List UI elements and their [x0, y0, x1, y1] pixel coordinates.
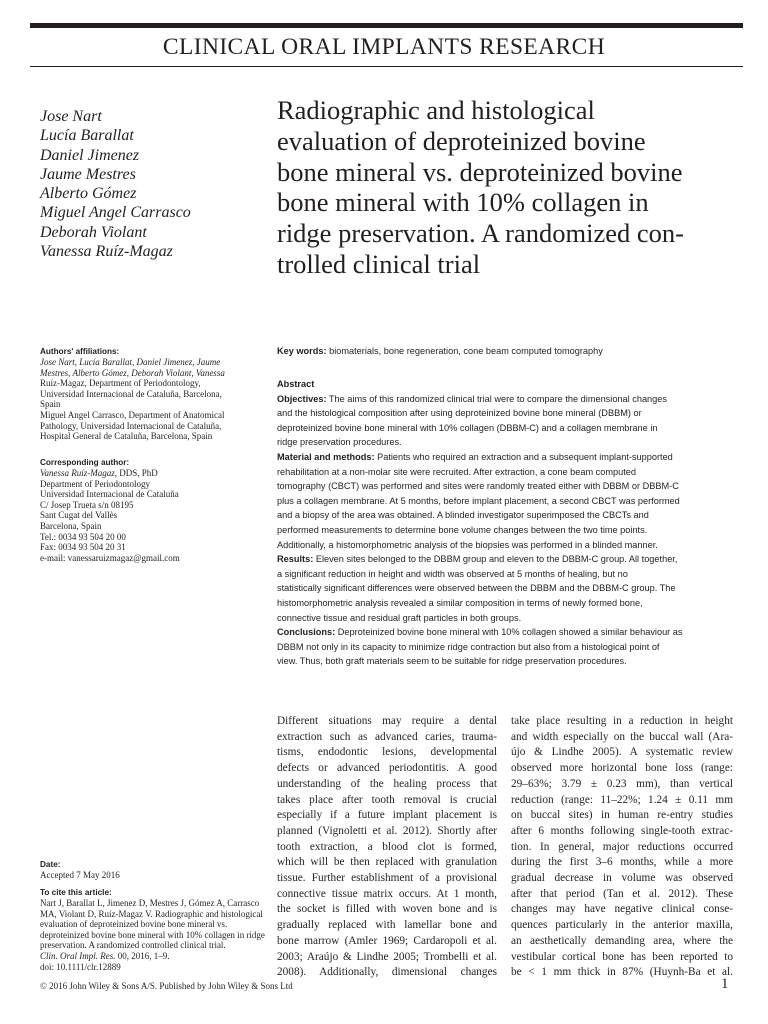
body-line: gradually replaced with lamellar bone and: [277, 919, 497, 932]
email-line[interactable]: e-mail: vanessaruizmagaz@gmail.com: [40, 552, 180, 563]
abstract-line: rehabilitation at a non-molar site were recruited. After extraction, a cone beam computed: [277, 466, 637, 477]
body-line: bone marrow (Amler 1969; Cardaropoli et al.: [277, 934, 497, 947]
author-name: Daniel Jimenez: [40, 146, 140, 164]
title-line: trolled clinical trial: [277, 248, 481, 279]
body-line: extraction such as advanced caries, trauma-: [277, 730, 497, 743]
body-line: on buccal sites) in human re-entry studies: [511, 809, 733, 822]
results-label: Results:: [277, 554, 314, 565]
keywords-line: [277, 346, 603, 356]
keywords-label: Key words:: [277, 346, 327, 356]
abstract-heading: Abstract: [277, 379, 315, 389]
citation-block: [40, 888, 265, 972]
fax-line: Fax: 0034 93 504 20 31: [40, 542, 126, 553]
citation-line: evaluation of deproteinized bovine bone mineral vs.: [40, 919, 228, 930]
abstract-line: plus a collagen membrane. At 5 months, before implant placement, a second CBCT was performed: [277, 495, 680, 506]
objectives-label: Objectives:: [277, 393, 327, 404]
abstract-line: and a biopsy of the area was obtained. A blinded investigator superimposed the CBCTs and: [277, 510, 649, 521]
abstract-line: ridge preservation procedures.: [277, 437, 402, 448]
address-line: Barcelona, Spain: [40, 520, 102, 531]
affiliation-line: Ruíz-Magaz, Department of Periodontology,: [40, 378, 201, 389]
abstract-line: tomography (CBCT) was performed and sites were randomly treated either with DBBM or DBBM-C: [277, 481, 679, 492]
author-name: Jose Nart: [40, 108, 102, 125]
body-line: take place resulting in a reduction in height: [511, 715, 733, 727]
citation-details: 00, 2016, 1–9.: [115, 950, 170, 961]
title-line: Radiographic and histological: [277, 95, 595, 125]
author-name: Miguel Angel Carrasco: [40, 204, 191, 222]
abstract-line: histomorphometric analysis revealed a similar composition in terms of newly formed bone,: [277, 597, 643, 608]
corresponding-heading: Corresponding author:: [40, 458, 130, 467]
keywords-text: biomaterials, bone regeneration, cone beam computed tomography: [329, 346, 603, 356]
abstract-text: Deproteinized bovine bone mineral with 10% collagen showed a similar behaviour as: [337, 627, 683, 638]
affiliation-line: Hospital General de Cataluña, Barcelona, Spain: [40, 431, 213, 442]
title-line: ridge preservation. A randomized con-: [277, 218, 684, 249]
author-name: Alberto Gómez: [40, 185, 137, 203]
page-number: 1: [721, 976, 729, 992]
citation-journal: Clin. Oral Impl. Res.: [40, 950, 116, 961]
abstract-line: a significant reduction in height and width was observed at 5 months of healing, but no: [277, 568, 628, 579]
affiliations-heading: Authors' affiliations:: [40, 347, 120, 356]
abstract-line: and the histological composition after using deproteinized bovine bone mineral (DBBM) or: [277, 408, 642, 419]
abstract-text: Patients who required an extraction and a subsequent implant-supported: [377, 451, 673, 462]
phone-line: Tel.: 0034 93 504 20 00: [40, 531, 126, 542]
doi-line[interactable]: doi: 10.1111/clr.12889: [40, 961, 121, 972]
citation-line: MA, Violant D, Ruíz-Magaz V. Radiographic and histological: [40, 908, 263, 919]
affiliation-line: Spain: [40, 399, 61, 410]
date-block: [40, 860, 265, 881]
body-line: which will be then replaced with granulation: [277, 856, 497, 869]
abstract-line: [277, 625, 743, 640]
abstract-line: DBBM not only in its capacity to minimize ridge contraction but also from a histological point of: [277, 641, 660, 652]
citation-heading: To cite this article:: [40, 888, 112, 897]
author-name: Vanessa Ruíz-Magaz: [40, 243, 173, 261]
body-line: after that period (Tan et al. 2012). These: [511, 887, 733, 900]
body-column-1: [277, 714, 497, 981]
body-line: be < 1 mm thick in 87% (Huynh-Ba et al.: [511, 966, 733, 979]
body-line: during the first 3–6 months, while a more: [511, 856, 733, 869]
citation-line: Nart J, Barallat L, Jimenez D, Mestres J, Gómez A, Carrasco: [40, 898, 260, 908]
affiliation-line: Universidad Internacional de Cataluña, Barcelona,: [40, 388, 222, 399]
abstract-line: deproteinized bovine bone mineral with 10% collagen (DBBM-C) and a collagen membrane in: [277, 422, 658, 433]
body-line: vestibular cortical bone has been reported to: [511, 950, 733, 963]
affiliation-line: Jose Nart, Lucía Barallat, Daniel Jimenez, Jaume: [40, 357, 221, 367]
body-line: újo & Lindhe 2005). A systematic review: [511, 746, 733, 759]
body-line: planned (Vignoletti et al. 2012). Shortly after: [277, 824, 497, 837]
abstract-line: Additionally, a histomorphometric analysis of the biopsies was performed in a blinded manner.: [277, 539, 658, 550]
author-name: Jaume Mestres: [40, 165, 136, 183]
abstract-line: [277, 552, 743, 567]
header-rule: [30, 66, 743, 67]
author-name: Lucía Barallat: [40, 127, 134, 145]
title-line: evaluation of deproteinized bovine: [277, 125, 646, 156]
header-bar: [30, 23, 743, 28]
body-column-2: [511, 714, 733, 981]
body-line: 29–63%; 3.79 ± 0.23 mm), than vertical: [511, 777, 733, 790]
copyright-footer: © 2016 John Wiley & Sons A/S. Published by John Wiley & Sons Ltd: [40, 981, 293, 991]
abstract-line: [277, 450, 743, 465]
body-line: takes place after tooth removal is crucial: [277, 793, 497, 806]
body-line: and width especially on the buccal wall (Ara-: [511, 730, 733, 743]
body-line: observed more horizontal bone loss (range:: [511, 762, 733, 775]
body-line: changes may have negative clinical conse-: [511, 903, 733, 916]
abstract-line: [277, 392, 743, 407]
body-line: tion. In general, major reductions occurred: [511, 840, 733, 853]
body-line: tisms, endodontic lesions, developmental: [277, 746, 497, 759]
address-line: Universidad Internacional de Cataluña: [40, 489, 179, 500]
body-line: connective tissue matrix occurs. At 1 month,: [277, 887, 497, 900]
body-line: after 6 months following single-tooth extrac-: [511, 824, 733, 837]
abstract-text: Eleven sites belonged to the DBBM group and eleven to the DBBM-C group. All together,: [315, 554, 678, 565]
body-line: 2003; Araújo & Lindhe 2005; Trombelli et al.: [277, 950, 497, 963]
title-line: bone mineral with 10% collagen in: [277, 187, 649, 218]
affiliation-line: Mestres, Alberto Gómez, Deborah Violant, Vanessa: [40, 367, 225, 378]
title-line: bone mineral vs. deproteinized bovine: [277, 156, 683, 187]
abstract-line: connective tissue and residual graft particles in both groups.: [277, 612, 522, 623]
abstract-text: The aims of this randomized clinical trial were to compare the dimensional changes: [328, 393, 667, 404]
methods-label: Material and methods:: [277, 451, 375, 462]
corresponding-name-line: [40, 468, 265, 479]
date-heading: Date:: [40, 860, 61, 869]
abstract-block: [277, 377, 743, 669]
citation-line: deproteinized bovine bone mineral with 10% collagen in ridge: [40, 929, 265, 940]
author-name: Deborah Violant: [40, 223, 147, 241]
citation-journal-line: [40, 951, 265, 962]
affiliations-block: [40, 347, 265, 442]
body-line: especially if a future implant placement is: [277, 809, 497, 822]
accepted-date: Accepted 7 May 2016: [40, 870, 120, 880]
corresponding-name: Vanessa Ruíz-Magaz: [40, 468, 115, 478]
address-line: Department of Periodontology: [40, 478, 150, 489]
body-line: 2008). Additionally, dimensional changes: [277, 966, 497, 979]
abstract-line: statistically significant differences were observed between the DBBM and the DBBM-C group. The: [277, 583, 676, 594]
address-line: Sant Cugat del Vallès: [40, 510, 118, 521]
corresponding-degree: , DDS, PhD: [114, 468, 158, 478]
conclusions-label: Conclusions:: [277, 627, 336, 638]
body-line: tooth extraction, a blood clot is formed,: [277, 840, 497, 853]
article-title: [277, 95, 737, 280]
body-line: quences particularly in the anterior maxilla,: [511, 919, 733, 932]
body-line: reduction (range: 11–22%; 1.24 ± 0.11 mm: [511, 793, 733, 806]
corresponding-author-block: [40, 458, 265, 563]
abstract-line: view. Thus, both graft materials seem to be suitable for ridge preservation procedures.: [277, 656, 627, 667]
journal-title: CLINICAL ORAL IMPLANTS RESEARCH: [162, 34, 606, 60]
author-list: [40, 107, 191, 261]
affiliation-line: Miguel Angel Carrasco, Department of Anatomical: [40, 409, 225, 420]
body-line: an aesthetically demanding area, where the: [511, 934, 733, 947]
abstract-line: performed measurements to determine bone volume changes between the two time points.: [277, 524, 648, 535]
body-line: tissue. Further establishment of a provisional: [277, 872, 497, 885]
body-line: understanding of the healing process that: [277, 777, 497, 790]
body-line: defects or advanced periodontitis. A good: [277, 762, 497, 775]
body-line: gradual decrease in volume was observed: [511, 872, 733, 885]
body-line: the socket is filled with woven bone and is: [277, 903, 497, 916]
body-line: Different situations may require a dental: [277, 715, 497, 727]
address-line: C/ Josep Trueta s/n 08195: [40, 499, 134, 510]
affiliation-line: Pathology, Universidad Internacional de Cataluña,: [40, 420, 222, 431]
citation-line: preservation. A randomized controlled clinical trial.: [40, 940, 226, 951]
